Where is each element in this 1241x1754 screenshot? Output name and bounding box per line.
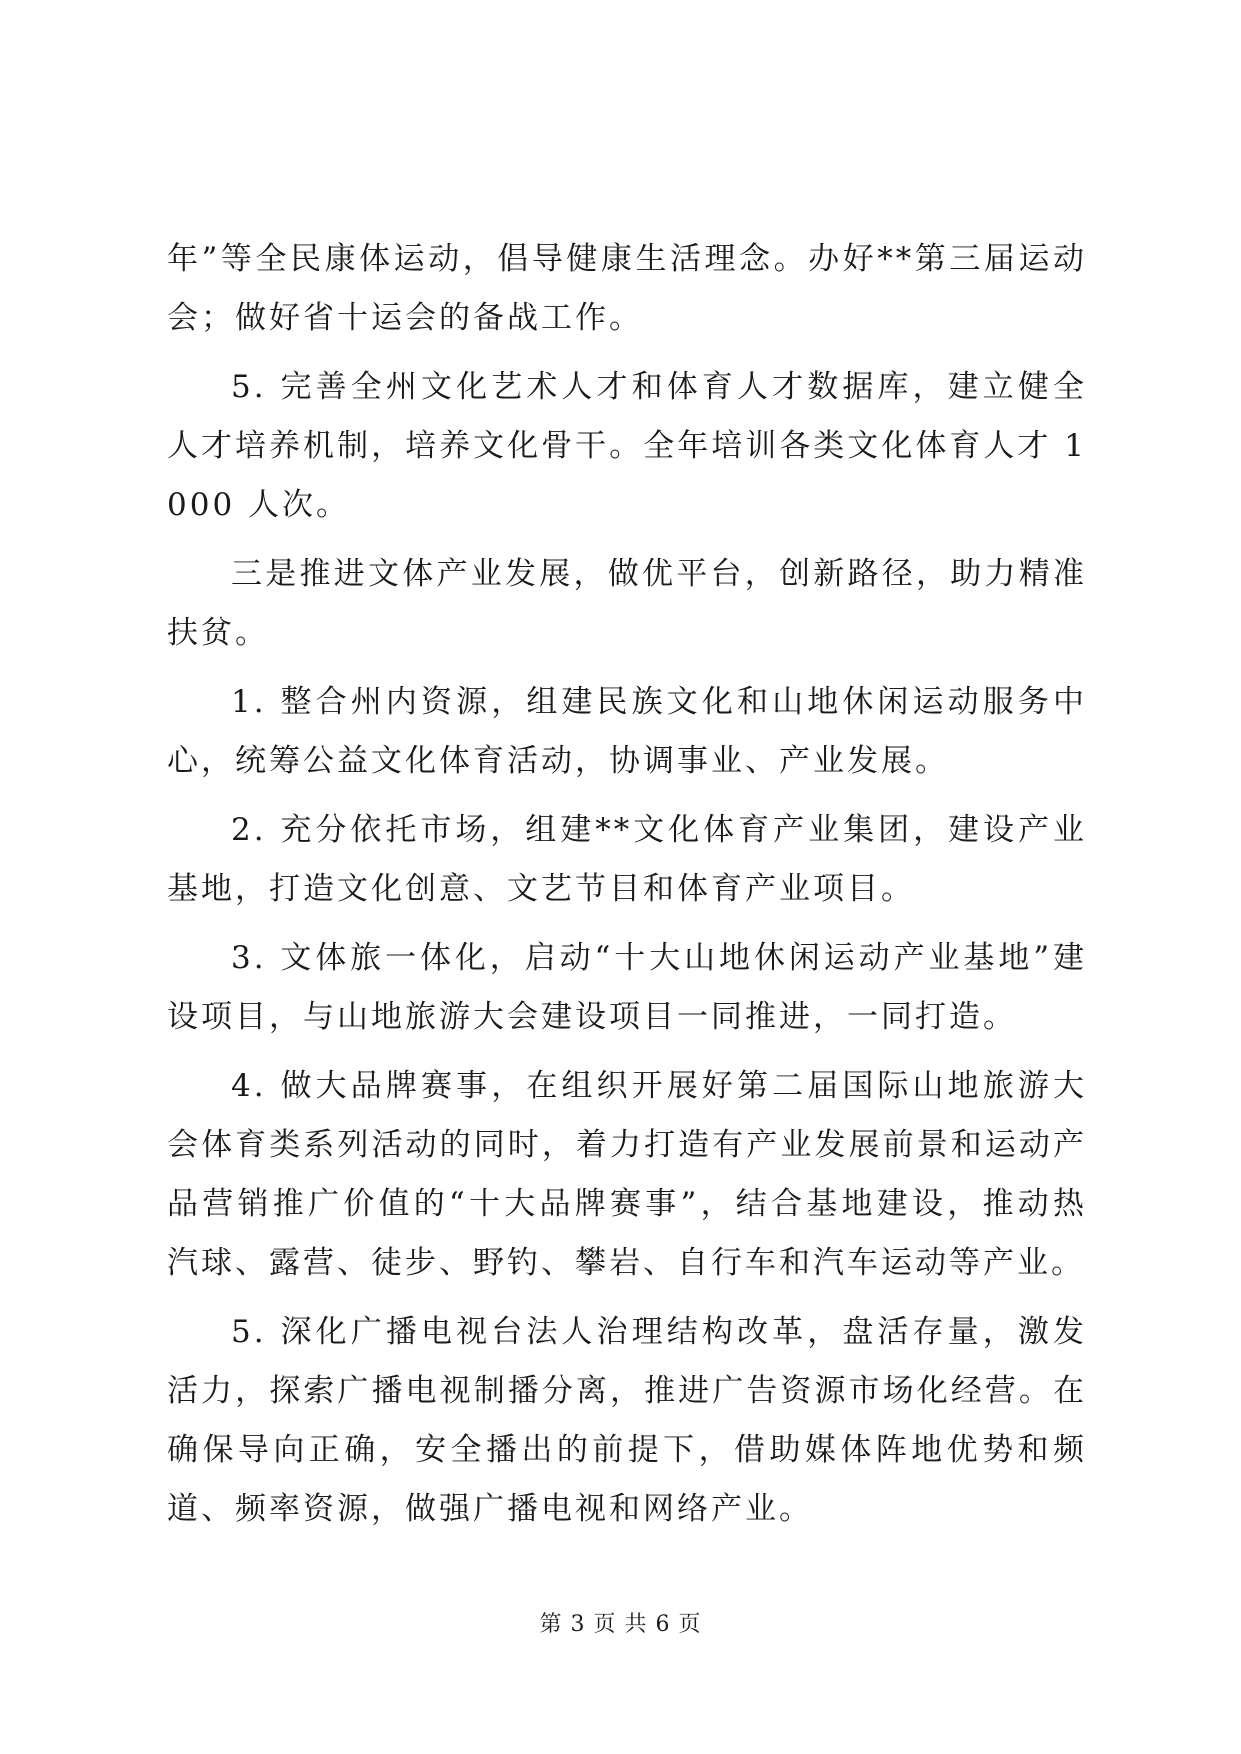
paragraph-section-three: 三是推进文体产业发展，做优平台，创新路径，助力精准扶贫。 bbox=[167, 556, 1087, 651]
paragraph-item-2: 2. 充分依托市场，组建**文化体育产业集团，建设产业基地，打造文化创意、文艺节目和体育产业项目。 bbox=[167, 812, 1087, 907]
paragraph-continuation: 年”等全民康体运动，倡导健康生活理念。办好**第三届运动会；做好省十运会的备战工作。 bbox=[167, 241, 1087, 336]
paragraph-item-1: 1. 整合州内资源，组建民族文化和山地休闲运动服务中心，统筹公益文化体育活动，协调事业、产业发展。 bbox=[167, 684, 1087, 779]
paragraph-item-3: 3. 文体旅一体化，启动“十大山地休闲运动产业基地”建设项目，与山地旅游大会建设项目一同推进，一同打造。 bbox=[167, 940, 1087, 1035]
paragraph-item-5-broadcast: 5. 深化广播电视台法人治理结构改革，盘活存量，激发活力，探索广播电视制播分离，推进广告资源市场化经营。在确保导向正确，安全播出的前提下，借助媒体阵地优势和频道、频率资源，做强广播电视和网络产业。 bbox=[167, 1314, 1087, 1527]
paragraph-item-5-talent: 5. 完善全州文化艺术人才和体育人才数据库，建立健全人才培养机制，培养文化骨干。全年培训各类文化体育人才 1000 人次。 bbox=[167, 369, 1087, 523]
page-number-footer: 第 3 页 共 6 页 bbox=[539, 1612, 702, 1637]
document-body bbox=[167, 230, 1087, 1549]
paragraph-item-4: 4. 做大品牌赛事，在组织开展好第二届国际山地旅游大会体育类系列活动的同时，着力打造有产业发展前景和运动产品营销推广价值的“十大品牌赛事”，结合基地建设，推动热汽球、露营、徒步、野钓、攀岩、自行车和汽车运动等产业。 bbox=[167, 1068, 1087, 1281]
